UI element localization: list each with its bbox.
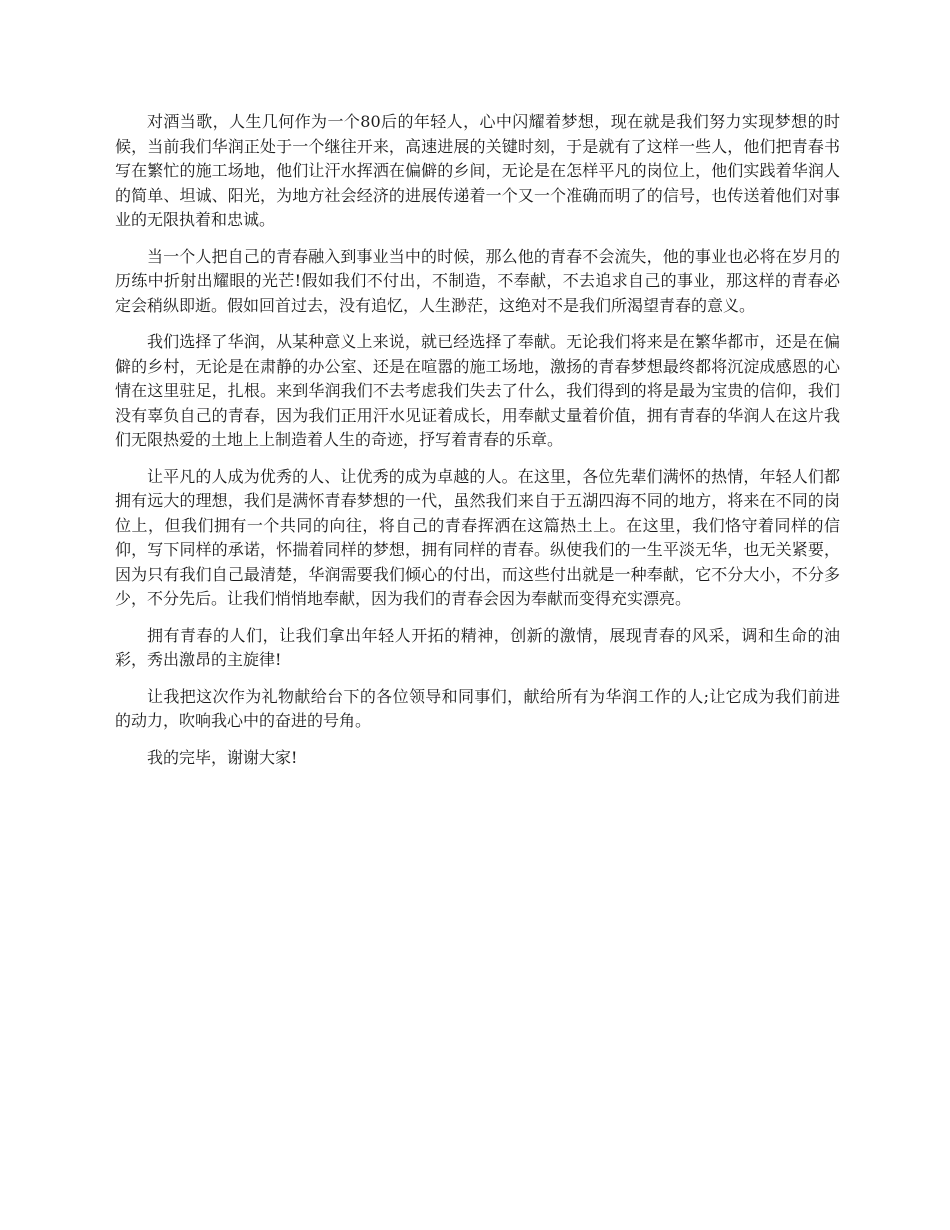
- paragraph-6: 让我把这次作为礼物献给台下的各位领导和同事们，献给所有为华润工作的人;让它成为我们前进的动力，吹响我心中的奋进的号角。: [115, 686, 840, 730]
- paragraph-5: 拥有青春的人们，让我们拿出年轻人开拓的精神，创新的激情，展现青春的风采，调和生命的油彩，秀出激昂的主旋律!: [115, 625, 840, 669]
- paragraph-4: 让平凡的人成为优秀的人、让优秀的成为卓越的人。在这里，各位先辈们满怀的热情，年轻人们都拥有远大的理想，我们是满怀青春梦想的一代，虽然我们来自于五湖四海不同的地方，将来在不同的岗位上，但我们拥有一个共同的向往，将自己的青春挥洒在这篇热土上。在这里，我们恪守着同样的信仰，写下同样的承诺，怀揣着同样的梦想，拥有同样的青春。纵使我们的一生平淡无华，也无关紧要，因为只有我们自己最清楚，华润需要我们倾心的付出，而这些付出就是一种奉献，它不分大小，不分多少，不分先后。让我们悄悄地奉献，因为我们的青春会因为奉献而变得充实漂亮。: [115, 466, 840, 608]
- paragraph-1: 对酒当歌，人生几何作为一个80后的年轻人，心中闪耀着梦想，现在就是我们努力实现梦想的时候，当前我们华润正处于一个继往开来，高速进展的关键时刻，于是就有了这样一些人，他们把青春书写在繁忙的施工场地，他们让汗水挥洒在偏僻的乡间，无论是在怎样平凡的岗位上，他们实践着华润人的简单、坦诚、阳光，为地方社会经济的进展传递着一个又一个准确而明了的信号，也传送着他们对事业的无限执着和忠诚。: [115, 112, 840, 229]
- document-body: [115, 110, 840, 782]
- paragraph-2: 当一个人把自己的青春融入到事业当中的时候，那么他的青春不会流失，他的事业也必将在岁月的历练中折射出耀眼的光芒!假如我们不付出，不制造，不奉献，不去追求自己的事业，那这样的青春必定会稍纵即逝。假如回首过去，没有追忆，人生渺茫，这绝对不是我们所渴望青春的意义。: [115, 246, 840, 315]
- paragraph-7: 我的完毕，谢谢大家!: [147, 747, 298, 767]
- paragraph-3: 我们选择了华润，从某种意义上来说，就已经选择了奉献。无论我们将来是在繁华都市，还是在偏僻的乡村，无论是在肃静的办公室、还是在喧嚣的施工场地，激扬的青春梦想最终都将沉淀成感恩的心情在这里驻足，扎根。来到华润我们不去考虑我们失去了什么，我们得到的将是最为宝贵的信仰，我们没有辜负自己的青春，因为我们正用汗水见证着成长，用奉献丈量着价值，拥有青春的华润人在这片我们无限热爱的土地上上制造着人生的奇迹，抒写着青春的乐章。: [115, 332, 840, 449]
